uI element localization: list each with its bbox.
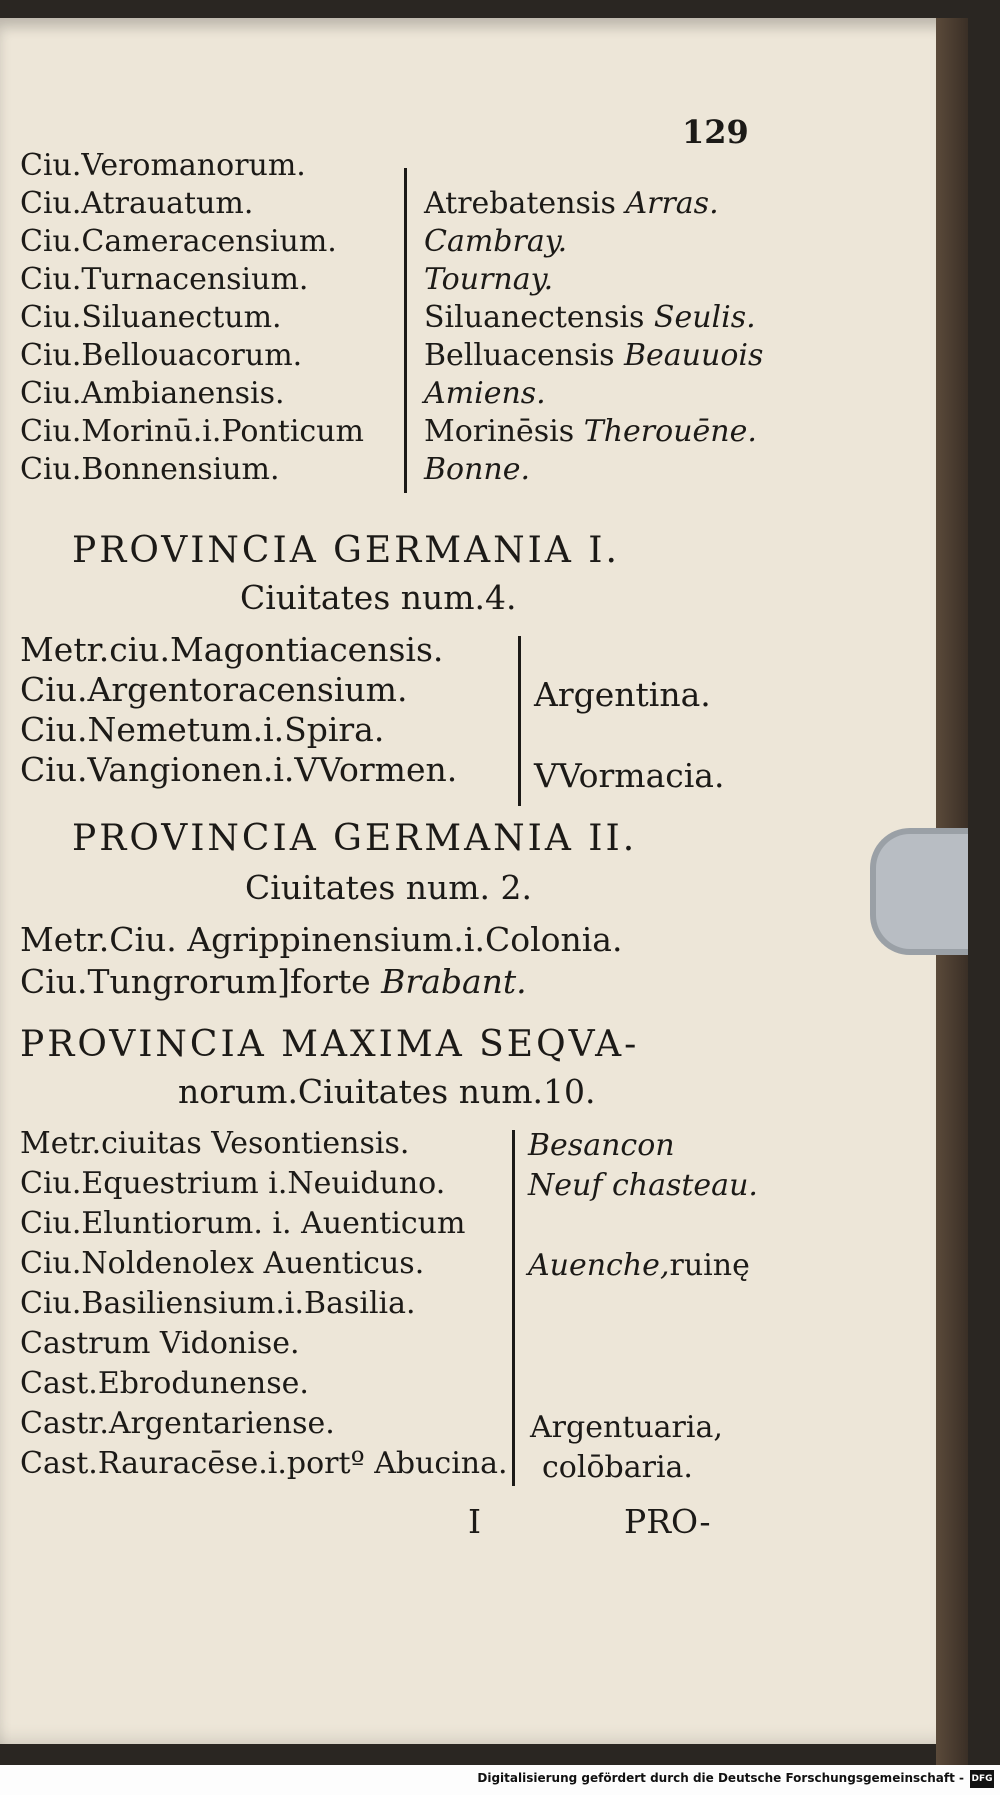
s1-brace (404, 168, 407, 493)
g1-left-2: Ciu.Nemetum.i.Spira. (20, 710, 385, 749)
s1-right-4: Belluacensis Beauuois (424, 338, 764, 373)
s1-left-2: Ciu.Cameracensium. (20, 224, 337, 259)
s1-left-4: Ciu.Siluanectum. (20, 300, 282, 335)
germania2-heading: PROVINCIA GERMANIA II. (72, 818, 638, 859)
sq-left-8: Cast.Rauracēse.i.portº Abucina. (20, 1446, 508, 1481)
sq-left-2: Ciu.Eluntiorum. i. Auenticum (20, 1206, 466, 1241)
sequanorum-sub: norum.Ciuitates num.10. (178, 1072, 596, 1111)
s1-left-0: Ciu.Veromanorum. (20, 148, 306, 183)
s1-right-1: Cambray. (424, 224, 568, 259)
s1-left-1: Ciu.Atrauatum. (20, 186, 254, 221)
catchword: PRO- (624, 1502, 711, 1541)
sq-right-0: Besancon (528, 1128, 675, 1163)
sq-left-0: Metr.ciuitas Vesontiensis. (20, 1126, 410, 1161)
s1-right-5: Amiens. (424, 376, 546, 411)
sq-right-1: Neuf chasteau. (528, 1168, 758, 1203)
book-clip (870, 828, 968, 955)
sq-left-4: Ciu.Basiliensium.i.Basilia. (20, 1286, 416, 1321)
g1-left-3: Ciu.Vangionen.i.VVormen. (20, 750, 458, 789)
g1-left-0: Metr.ciu.Magontiacensis. (20, 630, 444, 669)
sequanorum-heading: PROVINCIA MAXIMA SEQVA- (20, 1024, 640, 1065)
g1-right-0: Argentina. (534, 675, 711, 714)
sq-right-3: Argentuaria, (530, 1410, 723, 1445)
germania1-heading: PROVINCIA GERMANIA I. (72, 530, 620, 571)
g1-left-1: Ciu.Argentoracensium. (20, 670, 408, 709)
page-number: 129 (682, 113, 749, 151)
sq-left-6: Cast.Ebrodunense. (20, 1366, 309, 1401)
sq-left-7: Castr.Argentariense. (20, 1406, 335, 1441)
s1-left-6: Ciu.Ambianensis. (20, 376, 285, 411)
s1-right-2: Tournay. (424, 262, 554, 297)
s1-right-3: Siluanectensis Seulis. (424, 300, 756, 335)
sq-right-4: colōbaria. (542, 1450, 693, 1485)
dfg-logo: DFG (970, 1770, 994, 1788)
g2-line-2: Ciu.Tungrorum]forte Brabant. (20, 962, 527, 1001)
germania1-sub: Ciuitates num.4. (240, 578, 517, 617)
sq-left-1: Ciu.Equestrium i.Neuiduno. (20, 1166, 446, 1201)
s1-left-3: Ciu.Turnacensium. (20, 262, 309, 297)
g1-right-1: VVormacia. (534, 756, 725, 795)
sq-brace (512, 1130, 515, 1486)
s1-left-7: Ciu.Morinū.i.Ponticum (20, 414, 365, 449)
s1-right-7: Bonne. (424, 452, 531, 487)
footer-text: Digitalisierung gefördert durch die Deutsche Forschungsgemeinschaft - (477, 1771, 964, 1785)
germania2-sub: Ciuitates num. 2. (245, 868, 533, 907)
s1-left-8: Ciu.Bonnensium. (20, 452, 280, 487)
s1-right-6: Morinēsis Therouēne. (424, 414, 757, 449)
s1-right-0: Atrebatensis Arras. (424, 186, 719, 221)
signature-mark: I (468, 1502, 482, 1541)
s1-left-5: Ciu.Bellouacorum. (20, 338, 303, 373)
sq-left-5: Castrum Vidonise. (20, 1326, 300, 1361)
g1-brace (518, 636, 521, 806)
g2-line-1: Metr.Ciu. Agrippinensium.i.Colonia. (20, 920, 623, 959)
book-page (0, 18, 968, 1744)
footer-bar (0, 1765, 1000, 1795)
sq-left-3: Ciu.Noldenolex Auenticus. (20, 1246, 425, 1281)
sq-right-2: Auenche,ruinę (528, 1248, 750, 1283)
